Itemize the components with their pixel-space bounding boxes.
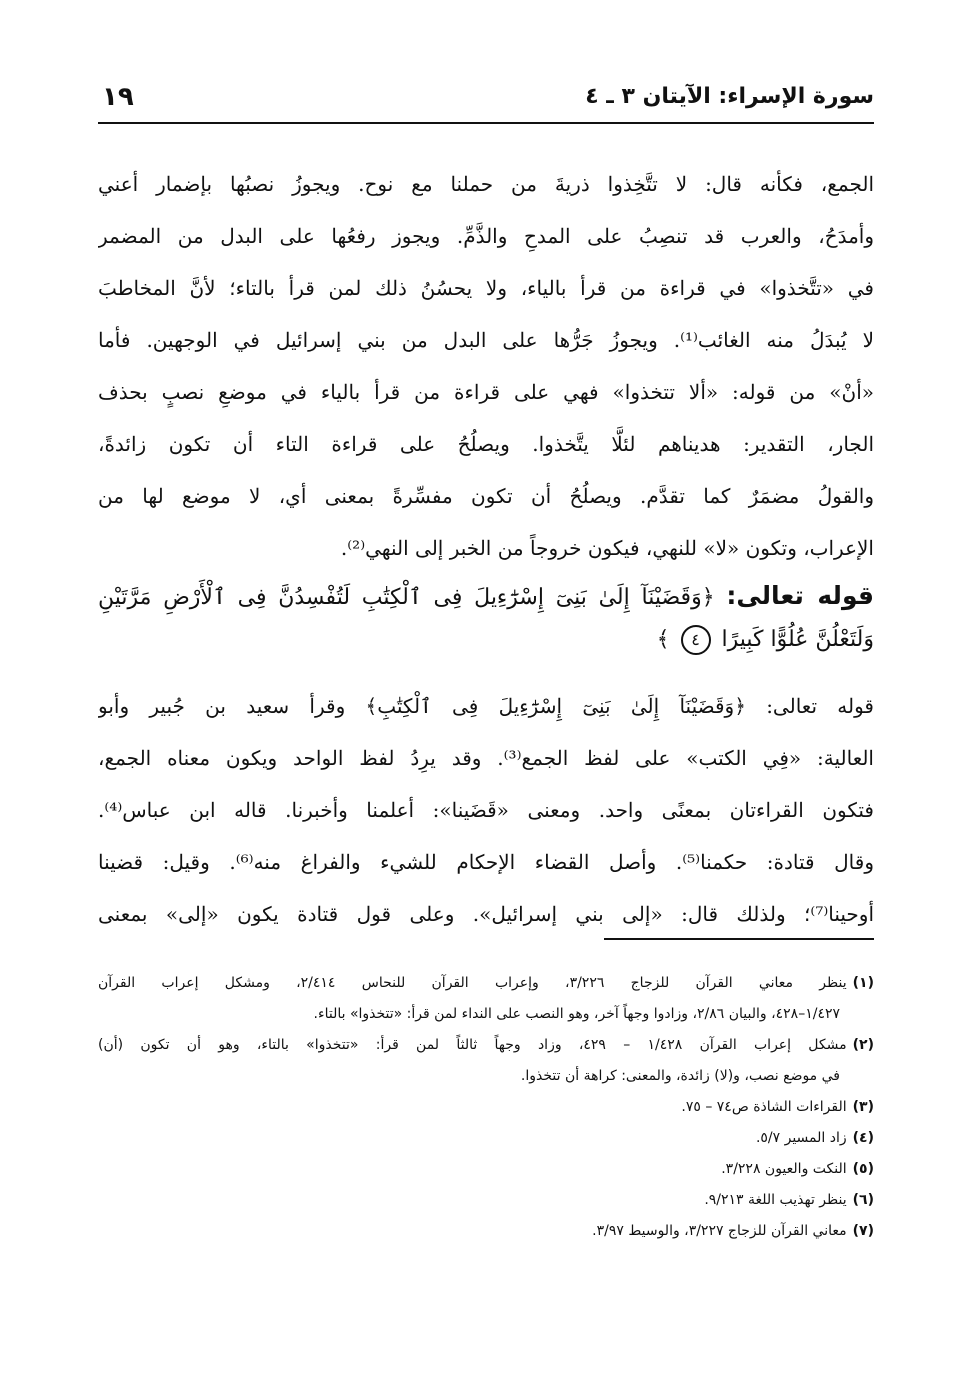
ayah-number-marker: ٤ — [681, 625, 711, 655]
verse-line-2 — [98, 618, 874, 662]
text-line: لا يُبدَلُ منه الغائب⁽¹⁾. ويجوزُ جَرُّها على البدل من بني إسرائيل في الوجهين. فأما — [98, 328, 874, 352]
verse-text-1: ﴿وَقَضَيْنَآ إِلَىٰ بَنِىٓ إِسْرَٰٓءِيلَ فِى ٱلْكِتَٰبِ لَتُفْسِدُنَّ فِى ٱلْأَرْضِ مَرَّتَيْنِ — [98, 585, 715, 610]
text-line: أوحينا⁽⁷⁾؛ ولذلك قال: «إلى بني إسرائيل». وعلى قول قتادة يكون «إلى» بمعنى — [98, 902, 874, 926]
footnote-1-cont — [98, 999, 874, 1030]
footnote-number: (٦) — [852, 1192, 874, 1208]
text-line: وأمدَحُ، والعرب قد تنصِبُ على المدحِ والذَّمِّ. ويجوز رفعُها على البدل من المضمر — [98, 224, 874, 248]
footnote-text: زاد المسير ٥/٧. — [755, 1130, 847, 1146]
footnote-text: في موضع نصب، و(لا) زائدة، والمعنى: كراهة أن تتخذوا. — [520, 1068, 840, 1084]
footnote-number: (٧) — [852, 1223, 874, 1239]
footnote-number: (٢) — [852, 1037, 874, 1053]
footnote-4 — [98, 1123, 874, 1154]
verse-closing-bracket: ﴾ — [656, 627, 670, 652]
footnote-2-cont — [98, 1061, 874, 1092]
footnote-number: (٥) — [852, 1161, 874, 1177]
text-line: في «تتَّخذوا» في قراءة من قرأ بالياء، ولا يحسُنُ ذلك لمن قرأ بالتاء؛ لأنَّ المخاطبَ — [98, 276, 874, 300]
text-line: الجمع، فكأنه قال: لا تتَّخِذوا ذريةَ من حملنا مع نوح. ويجوزُ نصبُها بإضمار أعني — [98, 172, 874, 196]
verse-text-2: وَلَتَعْلُنَّ عُلُوًّا كَبِيرًا — [721, 627, 874, 652]
text-line: الجار، التقدير: هديناهم لئلَّا يتَّخذوا. ويصلُحُ على قراءة التاء أن تكون زائدةً، — [98, 432, 874, 456]
footnote-number: (٣) — [852, 1099, 874, 1115]
footnote-text: القراءات الشاذة ص٧٤ – ٧٥. — [681, 1099, 847, 1115]
text-line: «أنْ» من قوله: «ألا تتخذوا» فهي على قراءة من قرأ بالياء في موضعِ نصبٍ بحذف — [98, 380, 874, 404]
footnote-1 — [98, 968, 874, 999]
footnote-text: ينظر معاني القرآن للزجاج ٣/٢٢٦، وإعراب القرآن للنحاس ٢/٤١٤، ومشكل إعراب القرآن — [98, 975, 847, 991]
text-line: والقولُ مضمَرٌ كما تقدَّم. ويصلُحُ أن تكون مفسِّرةً بمعنى أي، لا موضع لها من — [98, 484, 874, 508]
footnote-separator — [604, 938, 874, 940]
paragraph-2 — [98, 680, 874, 940]
running-title: سورة الإسراء: الآيتان ٣ ـ ٤ — [585, 84, 874, 109]
verse-label: قوله تعالى: — [726, 581, 874, 610]
page-header — [98, 78, 874, 124]
footnote-text: معاني القرآن للزجاج ٣/٢٢٧، والوسيط ٣/٩٧. — [592, 1223, 847, 1239]
quranic-verse — [98, 574, 874, 662]
text-line: فتكون القراءتان بمعنًى واحد. ومعنى «قَضَينا»: أعلمنا وأخبرنا. قاله ابن عباس⁽⁴⁾. — [98, 798, 874, 822]
text-line: قوله تعالى: ﴿وَقَضَيْنَآ إِلَىٰ بَنِىٓ إِسْرَٰٓءِيلَ فِى ٱلْكِتَٰبِ﴾ وقرأ سعيد بن جُبير وأبو — [98, 694, 874, 718]
footnote-number: (١) — [852, 975, 874, 991]
footnote-text: النكت والعيون ٣/٢٢٨. — [721, 1161, 847, 1177]
text-line: العالية: «فِي الكتب» على لفظ الجمع⁽³⁾. وقد يرِدُ لفظ الواحد ويكون معناه الجمع، — [98, 746, 874, 770]
footnote-text: ينظر تهذيب اللغة ٩/٢١٣. — [704, 1192, 847, 1208]
text-line: الإعراب، وتكون «لا» للنهي، فيكون خروجاً من الخبر إلى النهي⁽²⁾. — [340, 536, 874, 560]
footnote-3 — [98, 1092, 874, 1123]
header-rule — [98, 122, 874, 124]
footnote-7 — [98, 1216, 874, 1247]
footnotes — [98, 968, 874, 1247]
footnote-text: ١/٤٢٧–٤٢٨، والبيان ٢/٨٦، وزادوا وجهاً آخر، وهو النصب على النداء لمن قرأ: «تتخذوا» بالتاء. — [313, 1006, 840, 1022]
footnote-number: (٤) — [852, 1130, 874, 1146]
paragraph-1 — [98, 158, 874, 574]
verse-line-1 — [98, 574, 874, 618]
footnote-5 — [98, 1154, 874, 1185]
text-line: وقال قتادة: حكمنا⁽⁵⁾. وأصل القضاء الإحكام للشيء والفراغ منه⁽⁶⁾. وقيل: قضينا — [98, 850, 874, 874]
footnote-2 — [98, 1030, 874, 1061]
footnote-text: مشكل إعراب القرآن ١/٤٢٨ – ٤٢٩، وزاد وجهاً ثالثاً لمن قرأ: «تتخذوا» بالتاء، وهو أن تكون (أن) — [98, 1037, 847, 1053]
page-number: ١٩ — [102, 82, 134, 112]
footnote-6 — [98, 1185, 874, 1216]
